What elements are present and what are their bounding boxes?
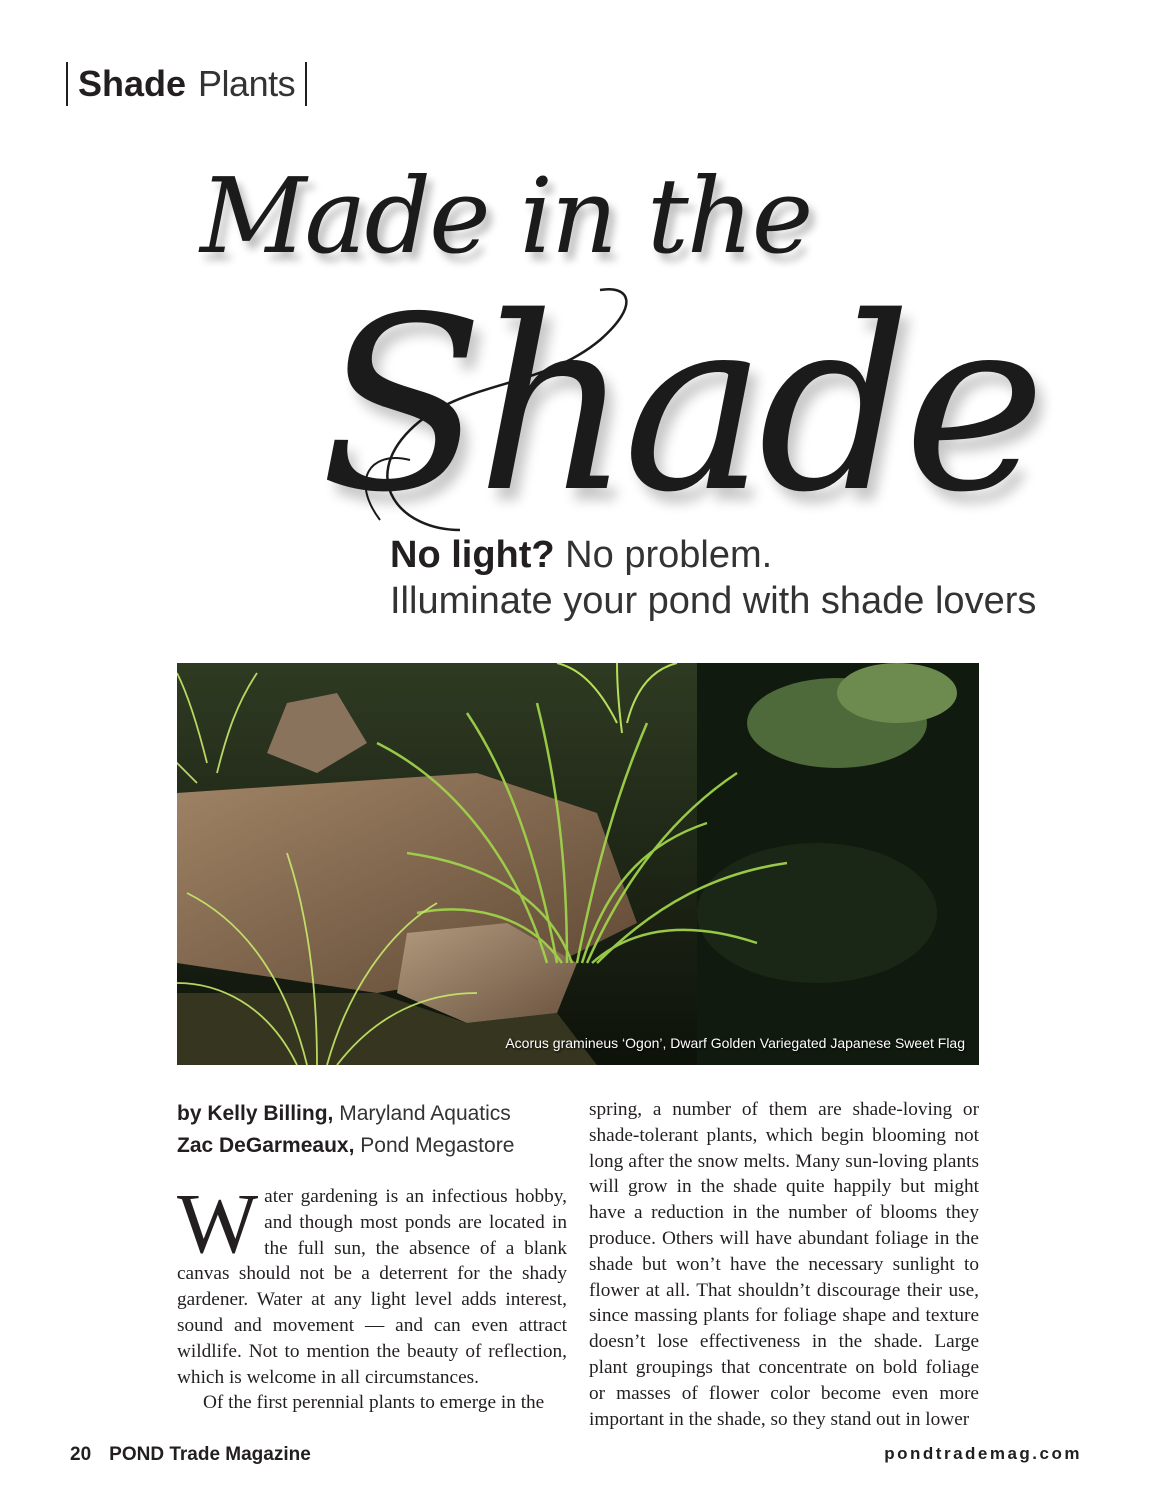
byline [177,1098,514,1162]
subtitle-rest: No problem. [554,534,773,576]
author-2-org: Pond Megastore [354,1134,515,1157]
article-column-1 [177,1175,567,1416]
article-column-2 [589,1097,979,1432]
section-tag-light: Plants [198,63,296,104]
subtitle [390,532,1036,624]
article-column-2-text: spring, a number of them are shade-loving or shade-tolerant plants, which begin blooming not long after the snow melts. Many sun-loving plants will grow in the shade quite happily but might have a reduction in the number of blooms they produce. Others will have abundant foliage in the shade but won’t have the necessary sunlight to flower at all. That shouldn’t discourage their use, since massing plants for foliage shape and texture doesn’t lose effectiveness in the shade. Large plant groupings that concentrate on bold foliage or masses of flower color become even more important in the shade, so they stand out in lower [589,1099,979,1430]
title-line-1: Made in the [200,155,812,277]
page-number: 20 [70,1444,92,1465]
byline-author-2 [177,1130,514,1162]
section-tag-bold: Shade [78,63,187,104]
drop-cap: W [177,1175,259,1271]
section-tag [66,62,307,106]
section-divider-left [66,62,68,106]
byline-author-1 [177,1098,514,1130]
magazine-name: POND Trade Magazine [109,1444,311,1465]
pond-grass-illustration [177,663,979,1065]
paragraph-1-text: ater gardening is an infectious hobby, and though most ponds are located in the full sun, the absence of a blank canvas should not be a deterrent for the shady gardener. Water at any light level adds interest, sound and movement — and can even attract wildlife. Not to mention the beauty of reflection, which is welcome in all circumstances. [177,1186,567,1388]
subtitle-bold: No light? [390,534,555,576]
footer-website: pondtrademag.com [884,1444,1082,1463]
author-1-org: Maryland Aquatics [333,1102,511,1125]
author-2-name: Zac DeGarmeaux, [177,1134,355,1157]
footer-left [70,1444,311,1466]
subtitle-line-2: Illuminate your pond with shade lovers [390,580,1037,622]
author-1-name: by Kelly Billing, [177,1102,334,1125]
subtitle-line-1 [390,532,1036,578]
title-line-2: Shade [320,265,1038,545]
article-paragraph-2: Of the first perennial plants to emerge in the [203,1392,545,1414]
photo-caption: Acorus gramineus ‘Ogon’, Dwarf Golden Variegated Japanese Sweet Flag [505,1035,965,1051]
section-divider-right [305,62,307,106]
feature-photo [177,663,979,1065]
article-paragraph-1 [177,1175,567,1390]
